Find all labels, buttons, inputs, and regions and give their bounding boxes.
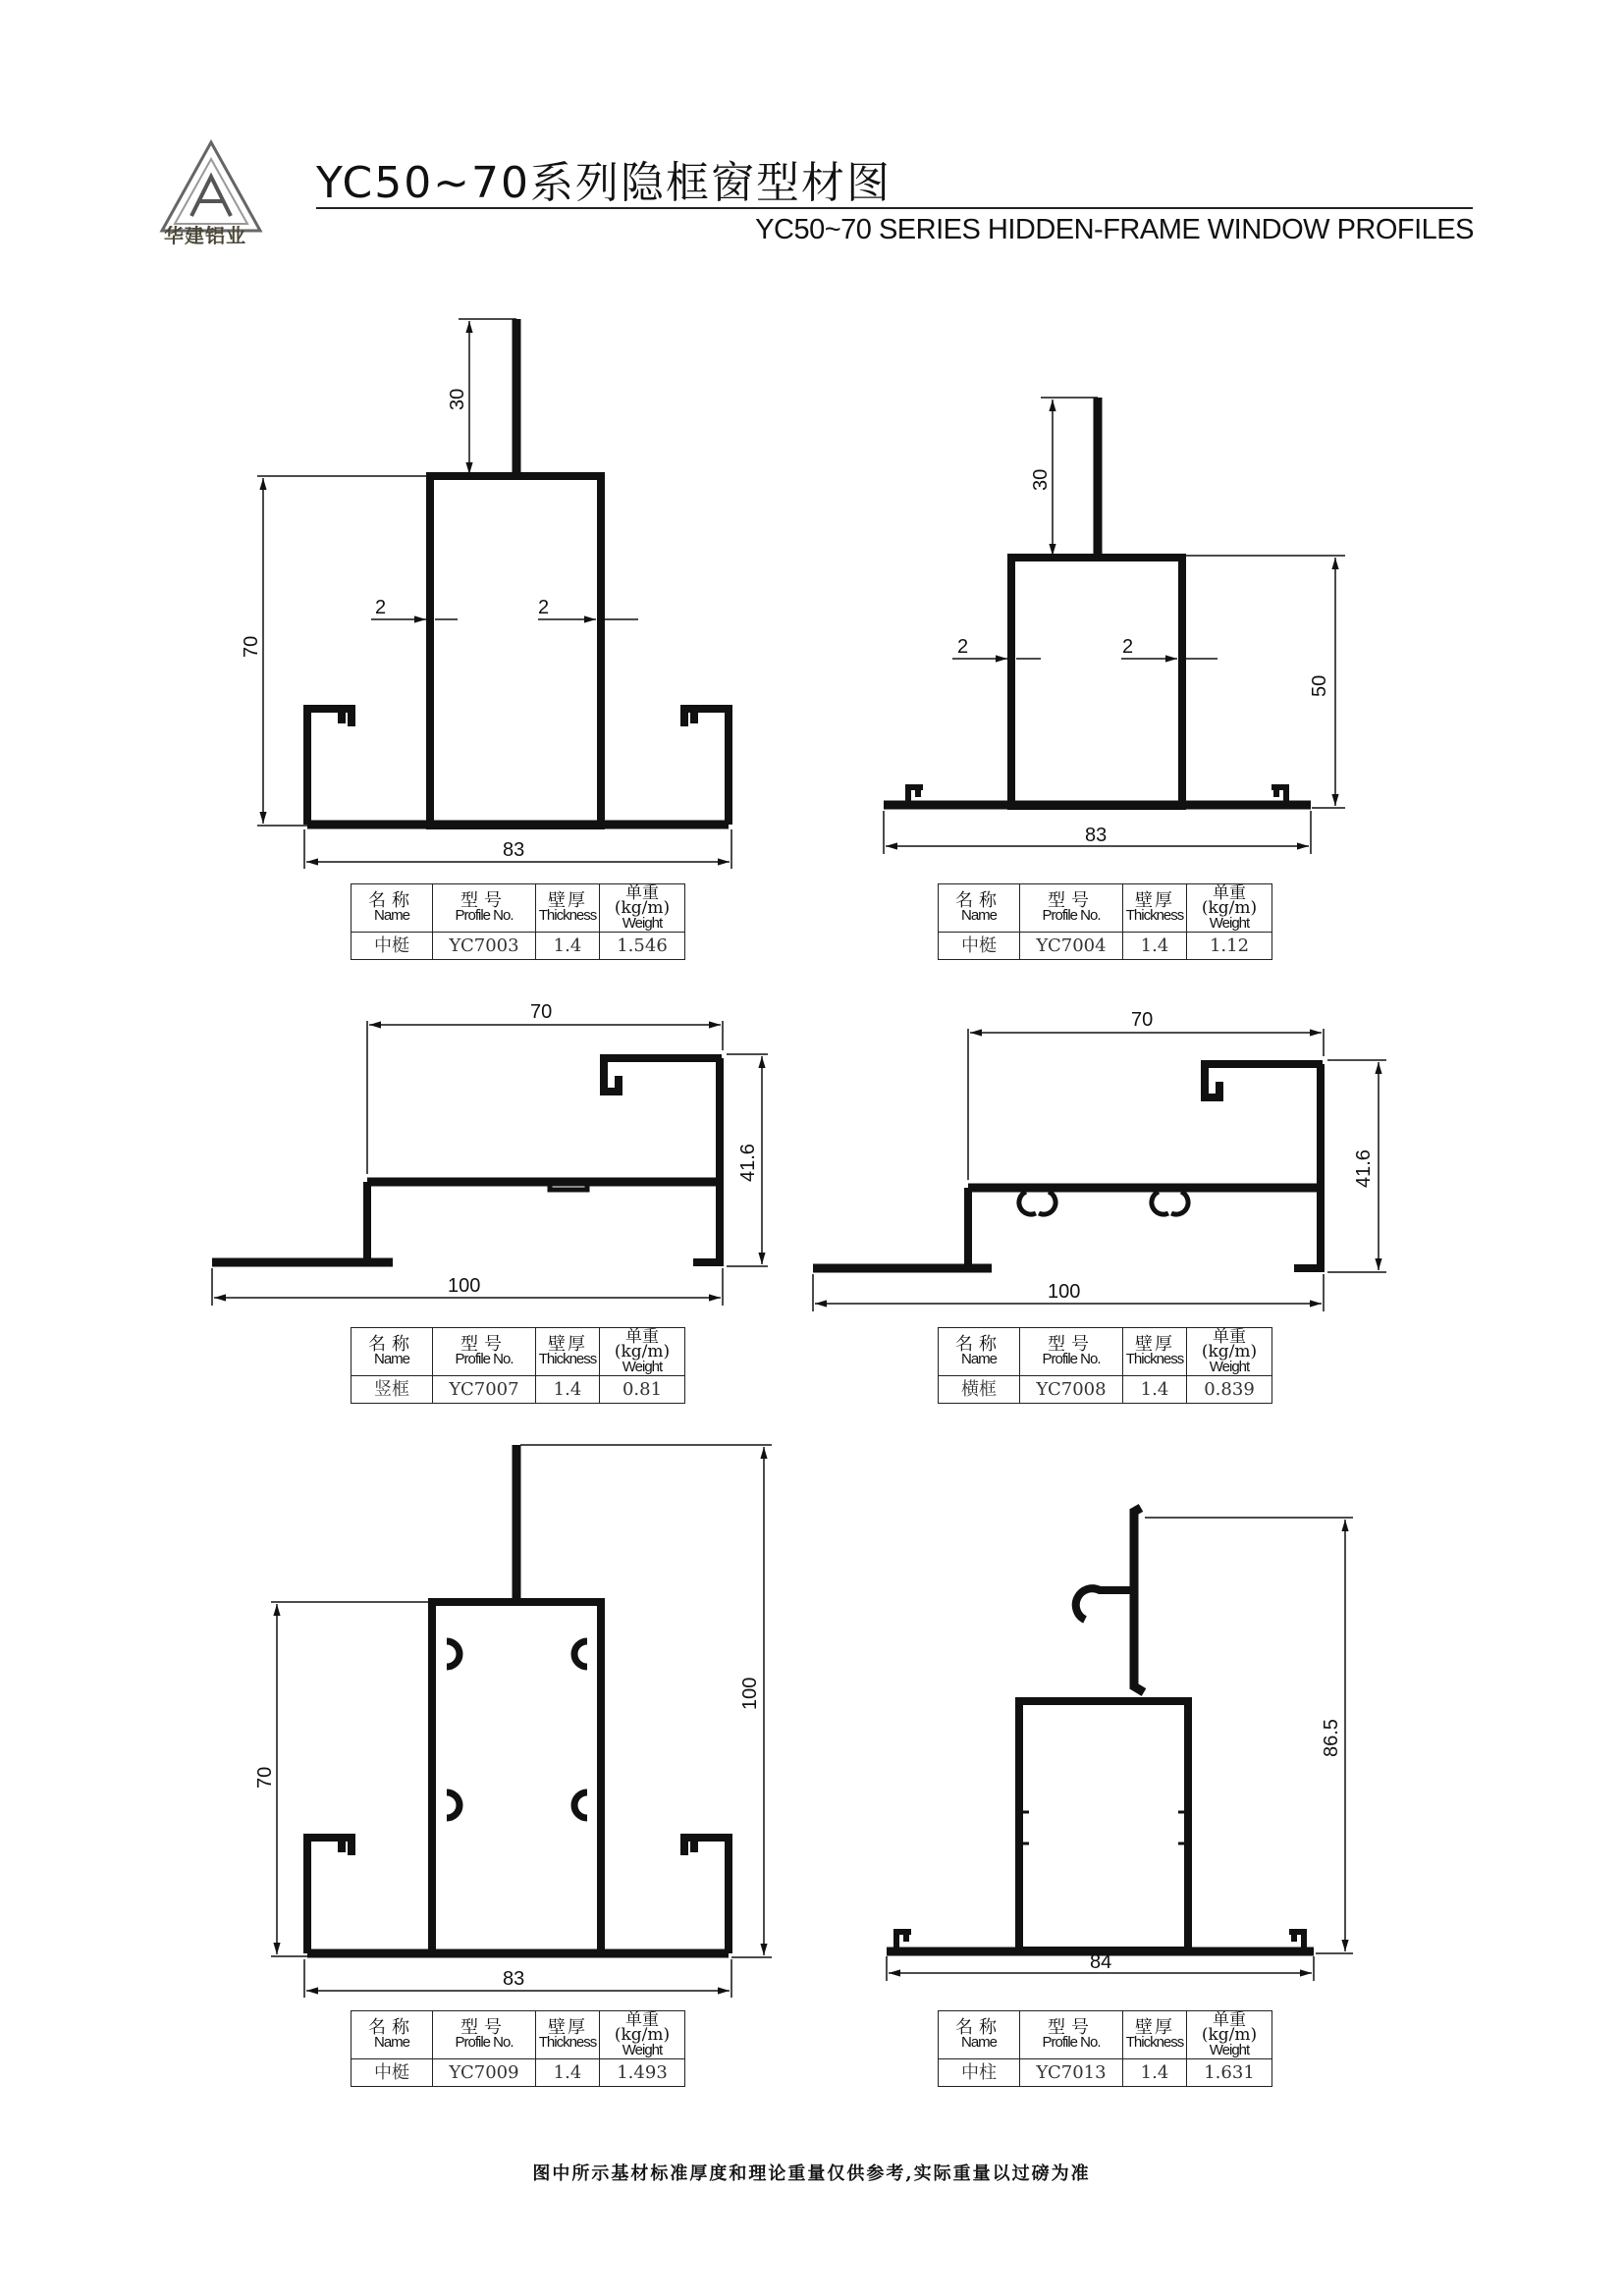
header-name: 名称 Name — [939, 2011, 1020, 2059]
cell-weight: 1.546 — [600, 933, 685, 960]
dim-label: 70 — [530, 1001, 553, 1023]
header-weight: 单重(kg/m) Weight — [1187, 884, 1272, 933]
cell-thickness: 1.4 — [536, 933, 600, 960]
cell-thickness: 1.4 — [1123, 1376, 1187, 1404]
cell-profile-no: YC7013 — [1020, 2059, 1123, 2087]
header-name: 名称 Name — [939, 884, 1020, 933]
dim-label: 70 — [241, 635, 262, 658]
header-thickness: 壁厚 Thickness — [1123, 2011, 1187, 2059]
cell-thickness: 1.4 — [1123, 2059, 1187, 2087]
dim-label: 83 — [1085, 825, 1108, 846]
dim-label: 2 — [538, 597, 550, 618]
header-profile: 型号 Profile No. — [433, 2011, 536, 2059]
spec-table-yc7009 — [351, 2010, 685, 2087]
dim-label: 30 — [447, 388, 468, 410]
header-weight: 单重(kg/m) Weight — [1187, 2011, 1272, 2059]
header-profile: 型号 Profile No. — [1020, 2011, 1123, 2059]
header-profile: 型号 Profile No. — [433, 884, 536, 933]
header-profile: 型号 Profile No. — [433, 1328, 536, 1376]
dim-label: 2 — [957, 636, 969, 658]
dim-label: 50 — [1309, 674, 1330, 697]
cell-profile-no: YC7004 — [1020, 933, 1123, 960]
cell-name: 中柱 — [939, 2059, 1020, 2087]
dim-label: 100 — [448, 1275, 481, 1297]
header-weight: 单重(kg/m) Weight — [600, 1328, 685, 1376]
dim-label: 83 — [503, 839, 525, 861]
header-thickness: 壁厚 Thickness — [536, 884, 600, 933]
dim-label: 70 — [254, 1766, 276, 1789]
footnote: 图中所示基材标准厚度和理论重量仅供参考,实际重量以过磅为准 — [532, 2163, 1091, 2184]
dim-label: 30 — [1030, 468, 1052, 491]
profile-yc7009-drawing — [271, 1445, 772, 1998]
profile-yc7007-drawing — [212, 1021, 768, 1306]
header-name: 名称 Name — [939, 1328, 1020, 1376]
dim-label: 41.6 — [1353, 1149, 1375, 1188]
header-weight: 单重(kg/m) Weight — [600, 884, 685, 933]
profile-yc7003-drawing — [257, 319, 731, 869]
cell-thickness: 1.4 — [1123, 933, 1187, 960]
dim-label: 2 — [1122, 636, 1134, 658]
cell-thickness: 1.4 — [536, 2059, 600, 2087]
dim-label: 2 — [375, 597, 387, 618]
spec-table-yc7007 — [351, 1327, 685, 1404]
header-weight: 单重(kg/m) Weight — [600, 2011, 685, 2059]
header-thickness: 壁厚 Thickness — [536, 2011, 600, 2059]
profile-yc7004-drawing — [884, 398, 1345, 854]
header-thickness: 壁厚 Thickness — [1123, 1328, 1187, 1376]
cell-name: 中梃 — [352, 2059, 433, 2087]
header-profile: 型号 Profile No. — [1020, 884, 1123, 933]
cell-name: 竖框 — [352, 1376, 433, 1404]
cell-weight: 1.12 — [1187, 933, 1272, 960]
spec-table-yc7003 — [351, 883, 685, 960]
spec-table-yc7008 — [938, 1327, 1272, 1404]
dim-label: 86.5 — [1321, 1719, 1342, 1757]
spec-table-yc7004 — [938, 883, 1272, 960]
cell-profile-no: YC7009 — [433, 2059, 536, 2087]
cell-profile-no: YC7007 — [433, 1376, 536, 1404]
header-name: 名称 Name — [352, 1328, 433, 1376]
cell-thickness: 1.4 — [536, 1376, 600, 1404]
header-profile: 型号 Profile No. — [1020, 1328, 1123, 1376]
profile-yc7013-drawing — [887, 1508, 1353, 1981]
cell-profile-no: YC7008 — [1020, 1376, 1123, 1404]
cell-profile-no: YC7003 — [433, 933, 536, 960]
header-name: 名称 Name — [352, 2011, 433, 2059]
cell-name: 中梃 — [352, 933, 433, 960]
page-title: YC50~70系列隐框窗型材图 — [316, 158, 893, 208]
dim-label: 100 — [1048, 1281, 1081, 1303]
page-subtitle: YC50~70 SERIES HIDDEN-FRAME WINDOW PROFILES — [755, 214, 1474, 245]
dim-label: 83 — [503, 1968, 525, 1990]
logo-text: 华建铝业 — [164, 224, 246, 247]
spec-table-yc7013 — [938, 2010, 1272, 2087]
profile-yc7008-drawing — [813, 1029, 1386, 1311]
cell-weight: 1.493 — [600, 2059, 685, 2087]
header-thickness: 壁厚 Thickness — [1123, 884, 1187, 933]
header-name: 名称 Name — [352, 884, 433, 933]
header-weight: 单重(kg/m) Weight — [1187, 1328, 1272, 1376]
dim-label: 84 — [1090, 1951, 1112, 1973]
cell-weight: 1.631 — [1187, 2059, 1272, 2087]
cell-name: 中梃 — [939, 933, 1020, 960]
cell-weight: 0.81 — [600, 1376, 685, 1404]
header-thickness: 壁厚 Thickness — [536, 1328, 600, 1376]
dim-label: 41.6 — [737, 1144, 759, 1182]
dim-label: 70 — [1131, 1009, 1154, 1031]
cell-weight: 0.839 — [1187, 1376, 1272, 1404]
dim-label: 100 — [739, 1677, 761, 1710]
cell-name: 横框 — [939, 1376, 1020, 1404]
